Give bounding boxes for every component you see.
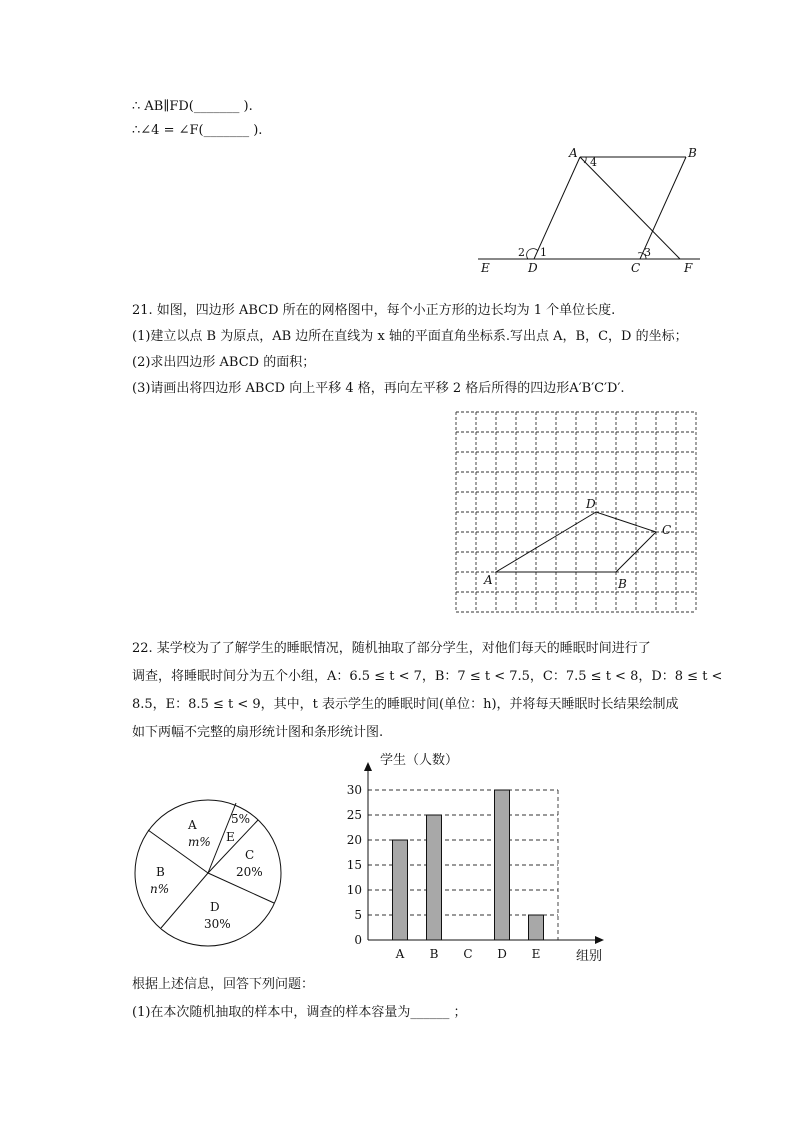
pie-chart	[128, 798, 288, 958]
bar-xtick-A: A	[395, 947, 405, 961]
bar-chart	[336, 748, 626, 968]
bar-ytick-label: 5	[354, 908, 362, 922]
bar-yticks	[347, 783, 362, 947]
label-D: D	[528, 261, 538, 275]
label-B: B	[688, 146, 697, 160]
bar-D	[495, 790, 510, 940]
pie-label-B: B	[156, 865, 165, 879]
bar-ytick-label: 10	[346, 883, 362, 897]
pie-label-D: D	[210, 900, 220, 914]
label-E: E	[481, 261, 490, 275]
parallelogram-figure	[478, 145, 708, 275]
bar-ytick-label: 30	[346, 783, 362, 797]
bar-ytick-label: 0	[354, 933, 362, 947]
line-bc	[640, 157, 686, 259]
bar-ylabel: 学生（人数）	[380, 753, 459, 768]
pie-label-A: A	[188, 818, 197, 832]
q22-line-3: 8.5，E：8.5 ≤ t < 9，其中，t 表示学生的睡眠时间(单位：h)，并将每天睡眠时长结果绘制成	[132, 697, 679, 712]
grid-label-A: A	[484, 573, 493, 587]
label-A: A	[569, 146, 578, 160]
angle-3: 3	[644, 246, 651, 259]
angle-1: 1	[540, 246, 547, 259]
grid-label-B: B	[618, 577, 627, 591]
bar-x-arrow	[595, 936, 604, 944]
label-C: C	[631, 261, 641, 275]
q21-part1: (1)建立以点 B 为原点，AB 边所在直线为 x 轴的平面直角坐标系.写出点 A，B，C，D 的坐标；	[132, 329, 688, 344]
line-ad	[534, 157, 580, 259]
q22-sub1: (1)在本次随机抽取的样本中，调查的样本容量为______ ；	[132, 1005, 467, 1020]
angle-2: 2	[518, 246, 525, 259]
bar-ytick-label: 15	[346, 858, 362, 872]
bar-ytick-label: 20	[346, 833, 362, 847]
pie-note-5pct: 5%	[231, 812, 251, 826]
pie-label-E: E	[226, 830, 235, 844]
line-af	[580, 157, 680, 259]
bar-E	[529, 915, 544, 940]
q22-line-4: 如下两幅不完整的扇形统计图和条形统计图.	[132, 725, 384, 740]
bar-xtick-B: B	[429, 947, 439, 961]
pie-value-D: 30%	[204, 917, 231, 931]
bar-xticks	[395, 947, 541, 961]
grid-label-D: D	[586, 497, 596, 511]
bar-xtick-E: E	[531, 947, 541, 961]
pie-label-C: C	[245, 848, 255, 862]
q21-stem: 21. 如图，四边形 ABCD 所在的网格图中，每个小正方形的边长均为 1 个单位长度.	[132, 303, 616, 318]
bar-y-arrow	[364, 762, 372, 771]
q21-part2: (2)求出四边形 ABCD 的面积；	[132, 355, 316, 370]
pie-value-A: m%	[188, 835, 211, 849]
bar-xlabel: 组别	[576, 949, 603, 964]
bar-A	[393, 840, 408, 940]
bar-xtick-C: C	[463, 947, 473, 961]
angle-4: 4	[590, 156, 597, 169]
q22-line-1: 22. 某学校为了了解学生的睡眠情况，随机抽取了部分学生，对他们每天的睡眠时间进行了	[132, 641, 651, 656]
pie-value-C: 20%	[236, 865, 263, 879]
bar-B	[427, 815, 442, 940]
q22-after: 根据上述信息，回答下列问题：	[132, 977, 315, 992]
proof-line-2: ∴∠4 = ∠F(_______ ).	[132, 123, 263, 138]
q22-line-2: 调查，将睡眠时间分为五个小组，A：6.5 ≤ t < 7，B：7 ≤ t < 7.5，C：7.5 ≤ t < 8，D：8 ≤ t <	[132, 669, 723, 684]
grid-figure	[452, 408, 702, 618]
proof-line-1: ∴ AB∥FD(_______ ).	[132, 99, 253, 114]
label-F: F	[684, 261, 693, 275]
bar-ytick-label: 25	[346, 808, 362, 822]
q21-part3: (3)请画出将四边形 ABCD 向上平移 4 格，再向左平移 2 格后所得的四边形A′B′C′D′.	[132, 381, 625, 396]
pie-value-B: n%	[150, 882, 170, 896]
bar-xtick-D: D	[497, 947, 507, 961]
grid-label-C: C	[662, 523, 672, 537]
